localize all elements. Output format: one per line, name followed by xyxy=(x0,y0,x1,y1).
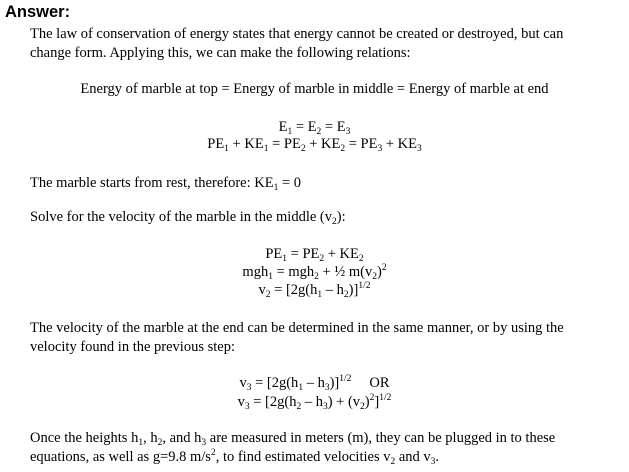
equation-energy-equality: $E_1 = E_2 = E_3$ xyxy=(278,119,351,137)
end-velocity-line-2: velocity found in the previous step: xyxy=(30,339,235,355)
rest-statement: The marble starts from rest, therefore: $KE_1 = 0$ xyxy=(30,175,302,193)
energy-relation: Energy of marble at top = Energy of marble in middle = Energy of marble at end xyxy=(80,81,549,97)
equation-end-1: $v_3 = [2g(h_1 - h_3)]^{1/2}$ OR xyxy=(239,374,390,393)
equation-middle-2: mgh$_1$ = mgh$_2$ + ½ $m(v_2)^2$ xyxy=(242,263,387,282)
equation-middle-3: $v_2 = [2g(h_1 - h_2)]^{1/2}$ xyxy=(258,281,371,300)
equation-end-2: $v_3 = [2g(h_2 - h_3) + (v_2)^2]^{1/2}$ xyxy=(237,393,392,412)
e2: $E_2$ xyxy=(307,119,322,137)
e3: $E_3$ xyxy=(336,119,351,137)
end-velocity-paragraph xyxy=(30,319,624,357)
or-label: OR xyxy=(369,375,390,391)
closing-paragraph xyxy=(30,429,624,467)
answer-heading: Answer: xyxy=(5,3,71,21)
solve-middle-statement: Solve for the velocity of the marble in the middle $(v_2)$: xyxy=(30,209,346,227)
closing-line-1: Once the heights $h_1$, $h_2$, and $h_3$ are measured in meters (m), they can be plugged in to these xyxy=(30,430,556,448)
equation-middle-1: $PE_1 = PE_2 + KE_2$ xyxy=(265,246,364,264)
conservation-line-2: change form. Applying this, we can make the following relations: xyxy=(30,45,411,61)
conservation-paragraph xyxy=(30,25,624,63)
end-velocity-line-1: The velocity of the marble at the end can be determined in the same manner, or by using the xyxy=(30,320,564,336)
closing-line-2: equations, as well as g=9.8 $m/s^2$, to find estimated velocities $v_2$ and $v_3$. xyxy=(30,448,440,467)
equation-pe-ke: $PE_1 + KE_1 = PE_2 + KE_2 = PE_3 + KE_3$ xyxy=(207,136,422,154)
conservation-line-1: The law of conservation of energy states that energy cannot be created or destroyed, but can xyxy=(30,26,564,42)
e1: $E_1$ xyxy=(278,119,293,137)
